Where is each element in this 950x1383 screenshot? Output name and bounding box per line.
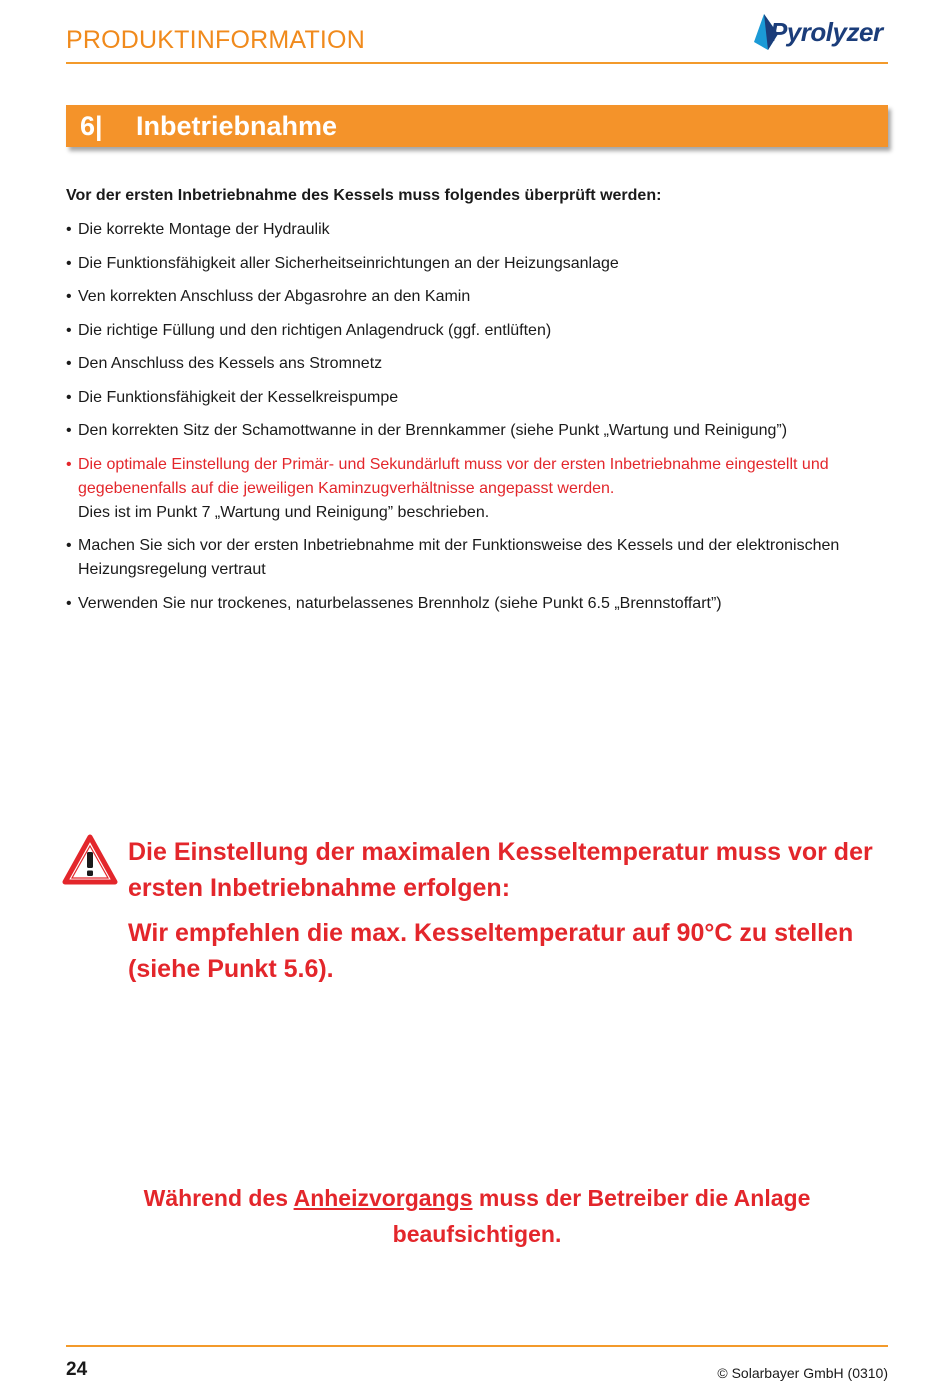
- bullet-icon: •: [66, 455, 72, 473]
- list-item: • Die Funktionsfähigkeit der Kesselkreispumpe: [66, 386, 896, 410]
- header-title: PRODUKTINFORMATION: [66, 26, 365, 54]
- checklist: [66, 218, 896, 625]
- list-item: • Ven korrekten Anschluss der Abgasrohre an den Kamin: [66, 285, 896, 309]
- bullet-icon: •: [66, 422, 72, 439]
- bullet-icon: •: [66, 537, 72, 554]
- bullet-icon: •: [66, 321, 72, 339]
- bullet-icon: •: [66, 221, 72, 238]
- list-item: • Verwenden Sie nur trockenes, naturbelassenes Brennholz (siehe Punkt 6.5 „Brennstoffart”): [66, 592, 896, 616]
- bullet-icon: •: [66, 594, 72, 612]
- bullet-icon: •: [66, 355, 72, 372]
- page-number: 24: [66, 1359, 88, 1380]
- brand-logo: [752, 12, 892, 54]
- header-rule: [66, 62, 888, 64]
- list-item: • Den Anschluss des Kessels ans Stromnetz: [66, 352, 896, 376]
- warning-line-1: Die Einstellung der maximalen Kesseltemperatur muss vor der ersten Inbetriebnahme erfolgen:: [128, 838, 873, 902]
- bullet-icon: •: [66, 388, 72, 406]
- list-item: • Den korrekten Sitz der Schamottwanne in der Brennkammer (siehe Punkt „Wartung und Reinigung”): [66, 419, 896, 443]
- warning-text: [128, 834, 888, 987]
- bullet-icon: •: [66, 254, 72, 272]
- intro-text: Vor der ersten Inbetriebnahme des Kessels muss folgendes überprüft werden:: [66, 187, 662, 204]
- warning-triangle-icon: [62, 834, 118, 886]
- logo-text: Pyrolyzer: [770, 17, 883, 47]
- highlighted-text: Die optimale Einstellung der Primär- und Sekundärluft muss vor der ersten Inbetriebnahme eingestellt und gegebenenfalls auf die jeweiligen Kaminzugverhältnisse angepasst werden.: [78, 455, 829, 497]
- warning-line-2: Wir empfehlen die max. Kesseltemperatur auf 90°C zu stellen (siehe Punkt 5.6).: [128, 919, 854, 983]
- copyright-notice: © Solarbayer GmbH (0310): [717, 1365, 888, 1381]
- section-title: Inbetriebnahme: [136, 111, 338, 141]
- list-item: • Die richtige Füllung und den richtigen Anlagendruck (ggf. entlüften): [66, 319, 896, 343]
- supervision-notice: Während des Anheizvorgangs muss der Betreiber die Anlage beaufsichtigen.: [143, 1185, 811, 1247]
- underlined-term: Anheizvorgangs: [293, 1185, 473, 1211]
- list-item-highlighted: [66, 453, 896, 525]
- section-number: 6|: [80, 111, 103, 141]
- list-item: • Die Funktionsfähigkeit aller Sicherheitseinrichtungen an der Heizungsanlage: [66, 252, 896, 276]
- bullet-icon: •: [66, 288, 72, 305]
- list-item: • Machen Sie sich vor der ersten Inbetriebnahme mit der Funktionsweise des Kessels und der elektronischen Heizungsregelung vertraut: [66, 534, 896, 582]
- reference-note: Dies ist im Punkt 7 „Wartung und Reinigung” beschrieben.: [78, 503, 490, 521]
- footer-rule: [66, 1345, 888, 1347]
- section-heading-bar: [66, 105, 888, 147]
- list-item: • Die korrekte Montage der Hydraulik: [66, 218, 896, 242]
